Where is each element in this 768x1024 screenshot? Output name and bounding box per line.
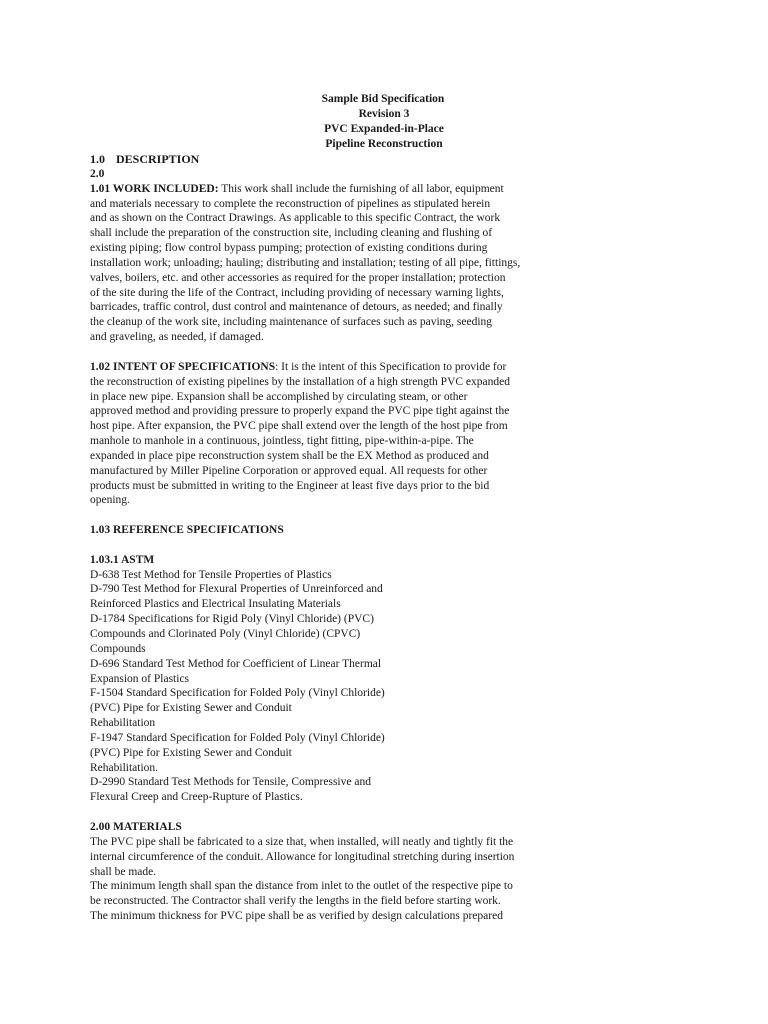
paragraph-line: host pipe. After expansion, the PVC pipe shall extend over the length of the host pipe from <box>90 420 508 433</box>
document-title: Sample Bid Specification <box>321 93 445 105</box>
section-title: DESCRIPTION <box>116 152 200 166</box>
paragraph-line: Compounds and Clorinated Poly (Vinyl Chloride) (CPVC) <box>90 628 361 640</box>
paragraph-line: manufactured by Miller Pipeline Corporation or approved equal. All requests for other <box>90 464 488 477</box>
paragraph-line: Expansion of Plastics <box>90 672 190 685</box>
document-subtitle: Pipeline Reconstruction <box>325 138 443 150</box>
work-included-paragraph <box>90 197 570 345</box>
paragraph-line: approved method and providing pressure to properly expand the PVC pipe tight against the <box>90 405 510 418</box>
paragraph-line: F-1504 Standard Specification for Folded Poly (Vinyl Chloride) <box>90 687 385 700</box>
paragraph-line: shall include the preparation of the construction site, including cleaning and flushing of <box>90 227 493 240</box>
paragraph-text: This work shall include the furnishing of all labor, equipment <box>218 182 504 195</box>
document-subtitle: PVC Expanded-in-Place <box>324 123 444 135</box>
paragraph-line: the cleanup of the work site, including maintenance of surfaces such as paving, seeding <box>90 316 493 329</box>
paragraph-line: (PVC) Pipe for Existing Sewer and Conduit <box>90 702 292 715</box>
paragraph-line: in place new pipe. Expansion shall be accomplished by circulating steam, or other <box>90 390 468 403</box>
section-number: 1.0 <box>90 152 105 166</box>
paragraph-line: barricades, traffic control, dust control and maintenance of detours, as needed; and finally <box>90 301 503 314</box>
section-heading: 1.02 INTENT OF SPECIFICATIONS <box>90 360 276 373</box>
intent-paragraph <box>90 375 570 509</box>
paragraph-line: D-790 Test Method for Flexural Properties of Unreinforced and <box>90 583 383 596</box>
paragraph-line: valves, boilers, etc. and other accessories as required for the proper installation; protection <box>90 271 506 284</box>
paragraph-line: D-1784 Specifications for Rigid Poly (Vinyl Chloride) (PVC) <box>90 613 374 626</box>
paragraph-line: installation work; unloading; hauling; distributing and installation; testing of all pipe, fittings, <box>90 256 521 269</box>
paragraph-line: D-2990 Standard Test Methods for Tensile, Compressive and <box>90 776 371 789</box>
paragraph-line: Compounds <box>90 642 146 655</box>
section-heading: 1.03 REFERENCE SPECIFICATIONS <box>90 524 284 537</box>
section-heading: 2.00 MATERIALS <box>90 820 182 833</box>
paragraph-line: be reconstructed. The Contractor shall verify the lengths in the field before starting work. <box>90 895 501 908</box>
paragraph-line: internal circumference of the conduit. Allowance for longitudinal stretching during insertion <box>90 850 515 863</box>
section-heading: 1.03.1 ASTM <box>90 553 155 566</box>
paragraph-line: shall be made. <box>90 865 157 878</box>
paragraph-line: Rehabilitation <box>90 717 156 730</box>
document-header <box>0 92 768 152</box>
paragraph-line: The PVC pipe shall be fabricated to a size that, when installed, will neatly and tightly fit the <box>90 835 514 848</box>
paragraph-line: opening. <box>90 494 130 507</box>
paragraph-line: and materials necessary to complete the reconstruction of pipelines as stipulated herein <box>90 197 491 210</box>
paragraph-line: The minimum thickness for PVC pipe shall be as verified by design calculations prepared <box>90 910 503 923</box>
paragraph-line: and graveling, as needed, if damaged. <box>90 331 264 344</box>
paragraph-line: products must be submitted in writing to the Engineer at least five days prior to the bid <box>90 479 490 492</box>
astm-list <box>90 568 570 806</box>
paragraph-text: : It is the intent of this Specification to provide for <box>275 360 507 373</box>
materials-paragraph <box>90 835 570 924</box>
paragraph-line: the reconstruction of existing pipelines by the installation of a high strength PVC expanded <box>90 375 510 388</box>
paragraph-line: D-638 Test Method for Tensile Properties of Plastics <box>90 568 332 581</box>
paragraph-line: manhole to manhole in a continuous, jointless, tight fitting, pipe-within-a-pipe. The <box>90 435 474 448</box>
section-heading: 1.01 WORK INCLUDED: <box>90 182 219 195</box>
paragraph-line <box>90 360 570 375</box>
paragraph-line: of the site during the life of the Contract, including providing of necessary warning lights, <box>90 286 504 299</box>
document-revision: Revision 3 <box>358 108 410 120</box>
paragraph-line: (PVC) Pipe for Existing Sewer and Conduit <box>90 746 292 759</box>
section-number: 2.0 <box>90 167 105 180</box>
paragraph-line: The minimum length shall span the distance from inlet to the outlet of the respective pipe to <box>90 880 513 893</box>
paragraph-line: and as shown on the Contract Drawings. As applicable to this specific Contract, the work <box>90 212 501 225</box>
paragraph-line: Rehabilitation. <box>90 761 159 774</box>
paragraph-line <box>90 182 570 197</box>
document-body <box>90 152 570 924</box>
paragraph-line: expanded in place pipe reconstruction system shall be the EX Method as produced and <box>90 449 489 462</box>
paragraph-line: Reinforced Plastics and Electrical Insulating Materials <box>90 598 341 611</box>
section-heading <box>90 152 570 167</box>
paragraph-line: Flexural Creep and Creep-Rupture of Plastics. <box>90 791 303 804</box>
paragraph-line: D-696 Standard Test Method for Coefficient of Linear Thermal <box>90 657 382 670</box>
paragraph-line: F-1947 Standard Specification for Folded Poly (Vinyl Chloride) <box>90 731 385 744</box>
paragraph-line: existing piping; flow control bypass pumping; protection of existing conditions during <box>90 242 488 255</box>
